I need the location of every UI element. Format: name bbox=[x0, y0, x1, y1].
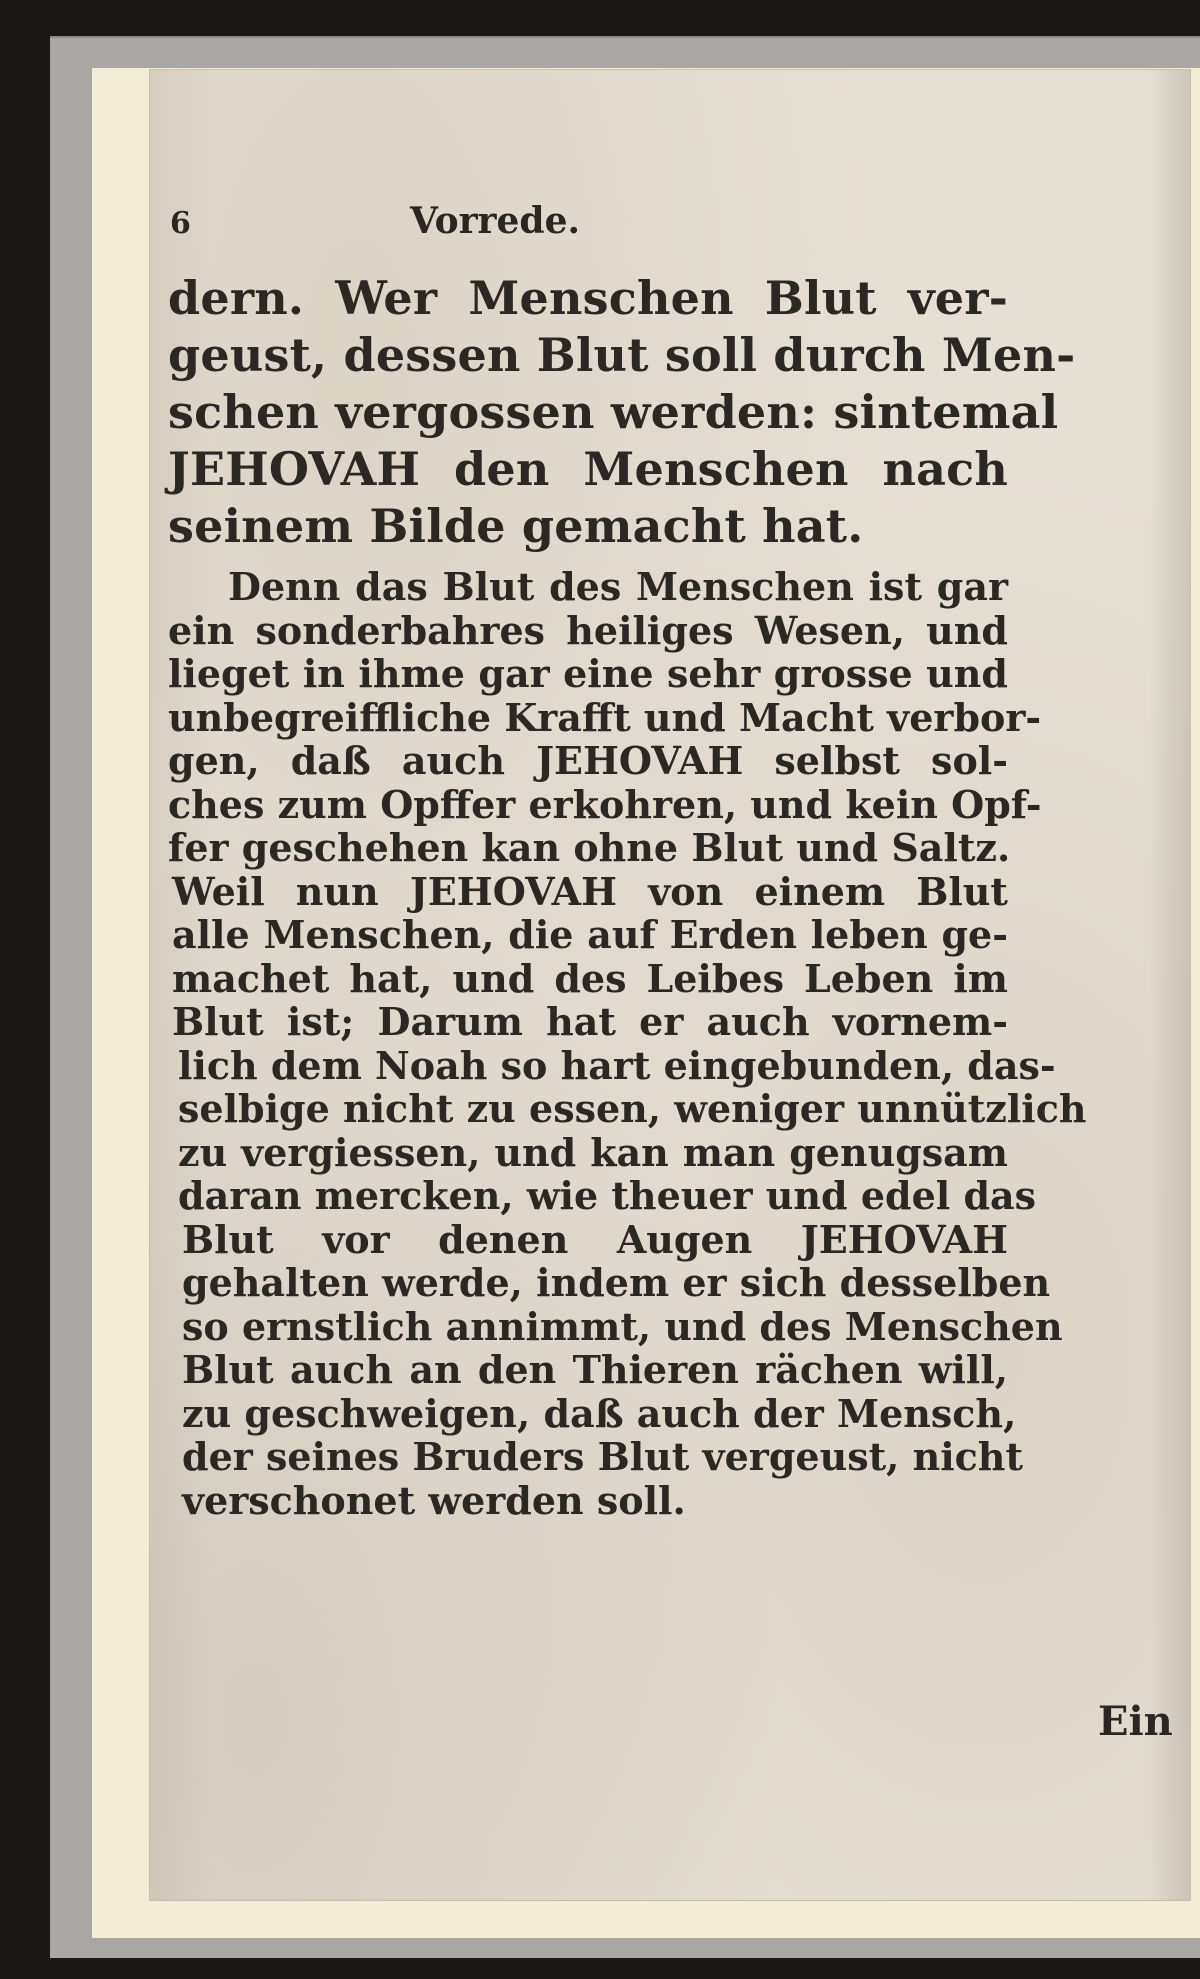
text-line: gen, daß auch JEHOVAH selbst sol- bbox=[168, 738, 1008, 783]
text-line: unbegreiffliche Krafft und Macht verbor- bbox=[168, 694, 1042, 740]
text-line: JEHOVAH den Menschen nach bbox=[168, 442, 1008, 496]
body-paragraph bbox=[168, 564, 1087, 1523]
text-line: lieget in ihme gar eine sehr grosse und bbox=[168, 651, 1008, 696]
text-line: selbige nicht zu essen, weniger unnützlich bbox=[178, 1086, 1087, 1131]
text-line: fer geschehen kan ohne Blut und Saltz. bbox=[168, 825, 1011, 870]
text-line: Blut vor denen Augen JEHOVAH bbox=[182, 1216, 1008, 1262]
text-line: Blut auch an den Thieren rächen will, bbox=[182, 1347, 1008, 1392]
text-line: zu vergiessen, und kan man genugsam bbox=[178, 1129, 1008, 1175]
text-line: der seines Bruders Blut vergeust, nicht bbox=[182, 1434, 1023, 1479]
text-line: lich dem Noah so hart eingebunden, das- bbox=[178, 1042, 1056, 1088]
text-line: machet hat, und des Leibes Leben im bbox=[172, 955, 1008, 1001]
text-line: dern. Wer Menschen Blut ver- bbox=[168, 271, 1008, 325]
text-line: seinem Bilde gemacht hat. bbox=[168, 499, 864, 553]
running-head: Vorrede. bbox=[409, 200, 581, 242]
text-line: schen vergossen werden: sintemal bbox=[168, 385, 1059, 439]
text-line: geust, dessen Blut soll durch Men- bbox=[168, 328, 1076, 382]
text-line: gehalten werde, indem er sich desselben bbox=[182, 1260, 1051, 1305]
text-line: ches zum Opffer erkohren, und kein Opf- bbox=[168, 781, 1042, 827]
page-header bbox=[170, 200, 820, 250]
text-line: ein sonderbahres heiliges Wesen, und bbox=[168, 607, 1008, 653]
page-number: 6 bbox=[170, 206, 191, 241]
catchword: Ein bbox=[1098, 1698, 1173, 1745]
text-line: Denn das Blut des Menschen ist gar bbox=[228, 564, 1008, 609]
text-line: so ernstlich annimmt, und des Menschen bbox=[182, 1303, 1063, 1349]
page-text bbox=[168, 270, 1087, 1523]
text-line: zu geschweigen, daß auch der Mensch, bbox=[182, 1390, 1017, 1436]
lead-paragraph bbox=[168, 270, 1076, 555]
text-line: alle Menschen, die auf Erden leben ge- bbox=[172, 912, 1008, 957]
text-line: daran mercken, wie theuer und edel das bbox=[178, 1173, 1037, 1218]
text-line: Weil nun JEHOVAH von einem Blut bbox=[172, 868, 1008, 914]
text-line: verschonet werden soll. bbox=[182, 1477, 686, 1523]
text-line: Blut ist; Darum hat er auch vornem- bbox=[172, 999, 1008, 1044]
